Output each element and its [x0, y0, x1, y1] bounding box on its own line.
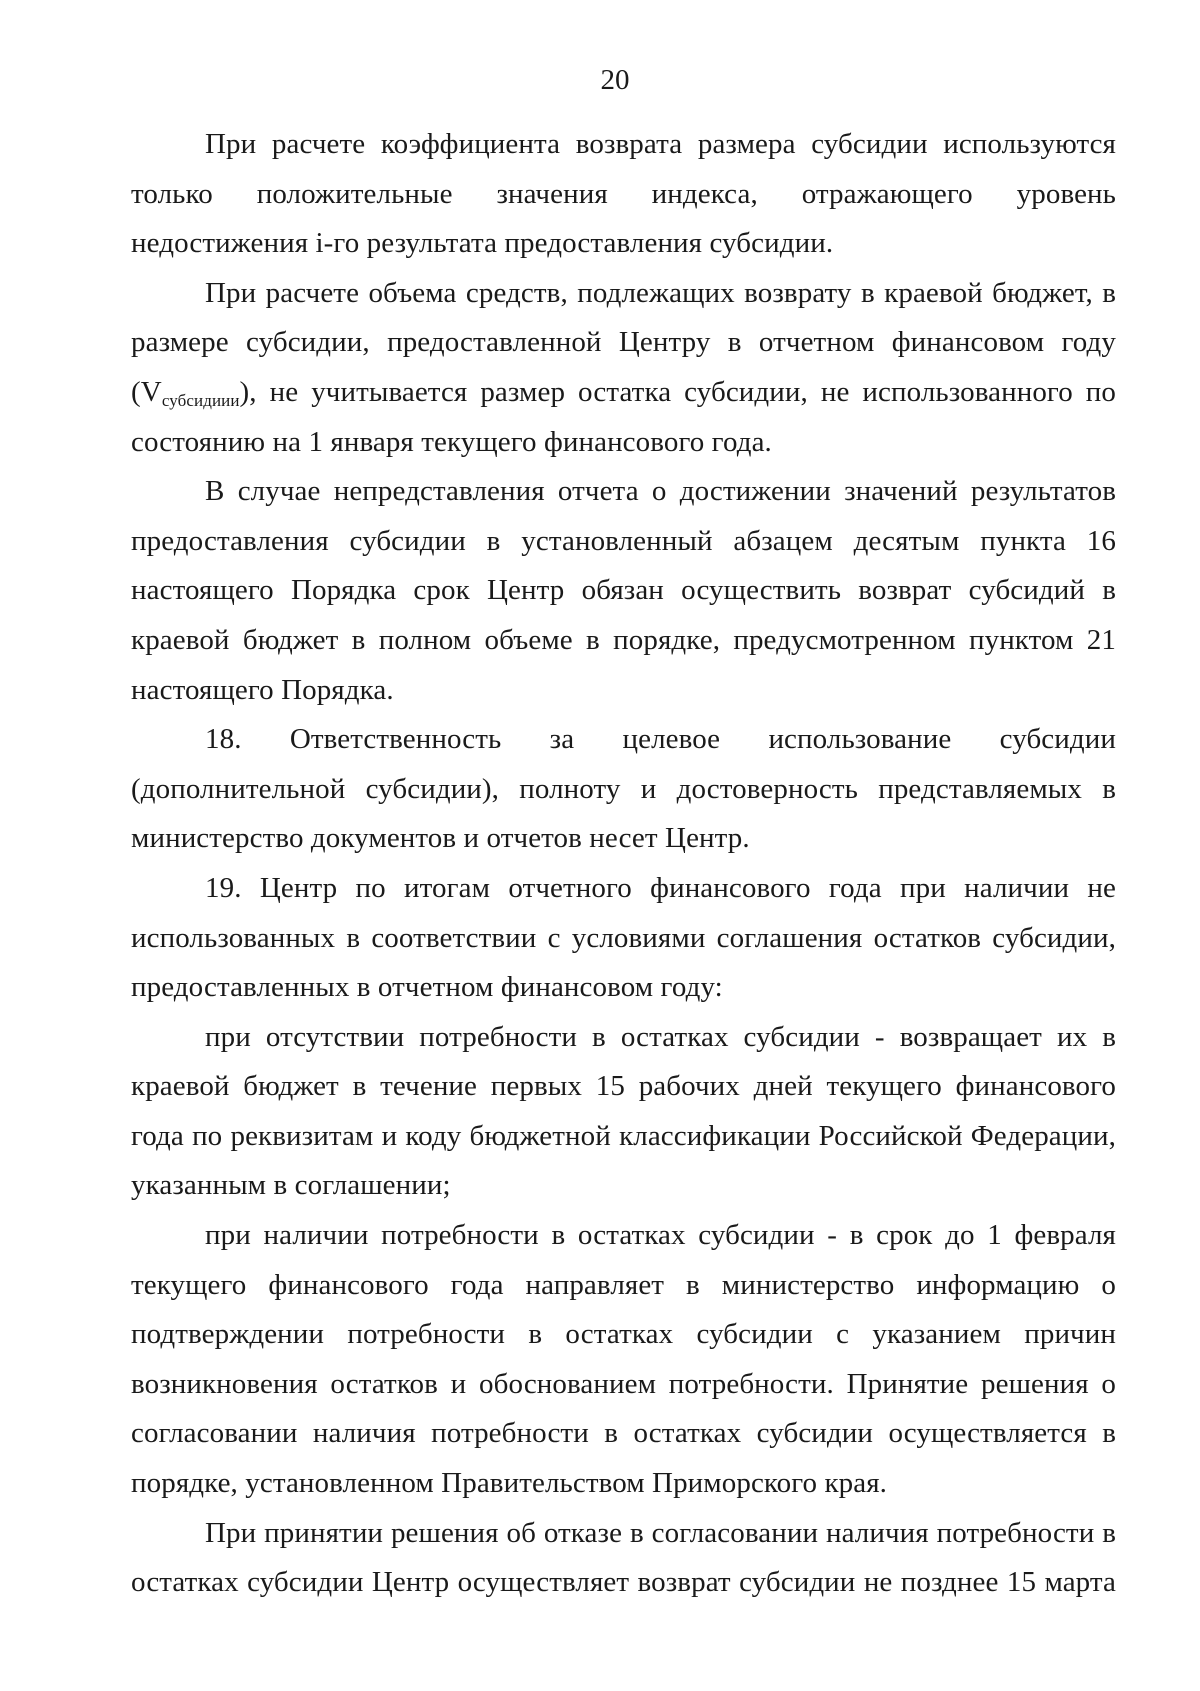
document-body: [131, 120, 1116, 1608]
paragraph-refund-volume-text-start: При расчете объема средств, подлежащих возврату в краевой бюджет, в размере субсидии, предоставленной Центру в отчетном финансовом году (V: [131, 276, 1116, 408]
paragraph-item-19: 19. Центр по итогам отчетного финансового года при наличии не использованных в соответствии с условиями соглашения остатков субсидии, предоставленных в отчетном финансовом году:: [131, 871, 1116, 1004]
paragraph-report-nonsubmission: В случае непредставления отчета о достижении значений результатов предоставления субсидии в установленный абзацем десятым пункта 16 настоящего Порядка срок Центр обязан осуществить возврат субсидий в краевой бюджет в полном объеме в порядке, предусмотренном пунктом 21 настоящего Порядка.: [131, 475, 1116, 706]
paragraph-refund-volume-text-end: ), не учитывается размер остатка субсидии, не использованного по состоянию на 1 января текущего финансового года.: [131, 375, 1116, 458]
paragraph-refund-coefficient: При расчете коэффициента возврата размера субсидии используются только положительные значения индекса, отражающего уровень недостижения i-го результата предоставления субсидии.: [131, 128, 1116, 260]
subsidy-subscript: субсидиии: [161, 390, 240, 410]
paragraph-refusal-decision: При принятии решения об отказе в согласовании наличия потребности в остатках субсидии Центр осуществляет возврат субсидии не позднее 15 марта: [131, 1516, 1116, 1599]
paragraph-need-for-balances: при наличии потребности в остатках субсидии - в срок до 1 февраля текущего финансового года направляет в министерство информацию о подтверждении потребности в остатках субсидии с указанием причин возникновения остатков и обоснованием потребности. Принятие решения о согласовании наличия потребности в остатках субсидии осуществляется в порядке, установленном Правительством Приморского края.: [131, 1219, 1116, 1500]
paragraph-refund-volume: [131, 269, 1116, 467]
paragraph-no-need-for-balances: при отсутствии потребности в остатках субсидии - возвращает их в краевой бюджет в течение первых 15 рабочих дней текущего финансового года по реквизитам и коду бюджетной классификации Российской Федерации, указанным в соглашении;: [131, 1020, 1116, 1202]
paragraph-item-18: 18. Ответственность за целевое использование субсидии (дополнительной субсидии), полноту и достоверность представляемых в министерство документов и отчетов несет Центр.: [131, 723, 1116, 855]
page-number: 20: [600, 64, 630, 96]
